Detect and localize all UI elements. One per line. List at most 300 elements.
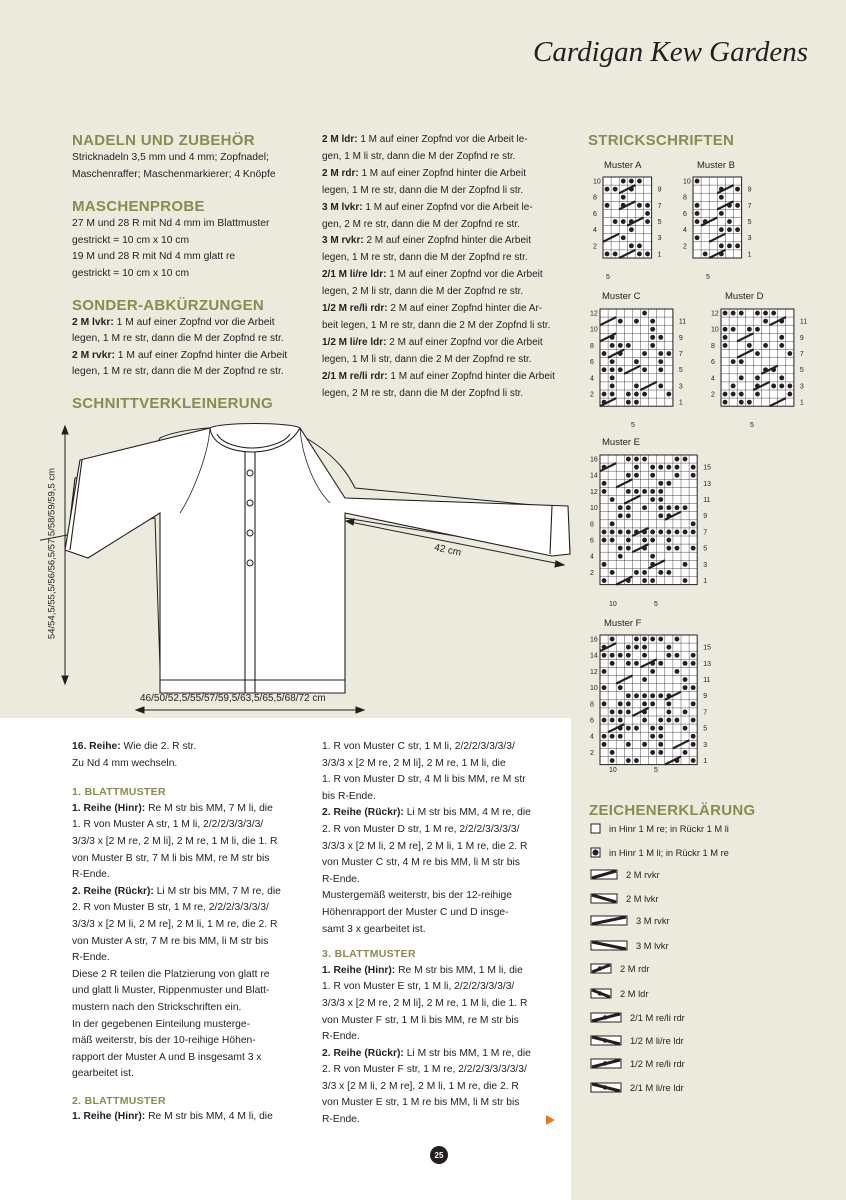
abbr-def: gen, 1 M li str, dann die M der Zopfnd re str. xyxy=(322,150,516,162)
muster-c-purl-dot xyxy=(634,319,639,324)
muster-f-purl-dot xyxy=(602,669,607,674)
instr-text: Höhenrapport der Muster C und D insge- xyxy=(322,906,509,918)
muster-f-purl-dot xyxy=(683,750,688,755)
muster-e-row-number: 1 xyxy=(703,577,708,585)
instr-text: Re M str bis MM, 4 M li, die xyxy=(145,1111,273,1123)
muster-a-purl-dot xyxy=(629,227,634,232)
muster-f-purl-dot xyxy=(658,750,663,755)
instr-text: 1. R von Muster A str, 1 M li, 2/2/2/3/3/3/3/ xyxy=(72,819,264,831)
muster-e-purl-dot xyxy=(610,530,615,535)
blatt2-text xyxy=(72,1109,312,1126)
blatt1-heading: 1. BLATTMUSTER xyxy=(72,786,166,799)
muster-c-row-number: 5 xyxy=(678,367,683,375)
instr-line xyxy=(72,1109,312,1126)
muster-f-purl-dot xyxy=(626,742,631,747)
abbr-term: 1/2 M li/re ldr: xyxy=(322,336,387,348)
muster-e-row-number: 7 xyxy=(703,529,708,537)
legend-symbol-icon xyxy=(590,1058,622,1069)
instr-text: von Muster E str, 1 M re bis MM, li M str bis xyxy=(322,1097,520,1109)
muster-f-row-number: 6 xyxy=(590,717,594,725)
instr-text: 1. R von Muster E str, 1 M li, 2/2/2/3/3/3/3/ xyxy=(322,981,515,993)
instr-line xyxy=(72,739,312,756)
muster-f-row-number: 1 xyxy=(703,757,708,765)
instr-line xyxy=(322,905,562,922)
instr-line xyxy=(322,1046,562,1063)
abbr-def: legen, 2 M re str, dann die M der Zopfnd li str. xyxy=(322,387,524,399)
instr-term: 1. Reihe (Hinr): xyxy=(72,1111,146,1123)
instr-text: Diese 2 R teilen die Platzierung von glatt re xyxy=(72,968,270,980)
muster-f-purl-dot xyxy=(642,742,647,747)
muster-d-purl-dot xyxy=(779,335,784,340)
abbr-term: 2/1 M re/li rdr: xyxy=(322,370,388,382)
muster-e-purl-dot xyxy=(626,489,631,494)
legend-symbol-icon xyxy=(590,940,628,951)
muster-c-purl-dot xyxy=(626,343,631,348)
legend-label: 3 M rvkr xyxy=(636,915,670,926)
muster-e-purl-dot xyxy=(642,457,647,462)
muster-f-purl-dot xyxy=(610,653,615,658)
instr-line xyxy=(322,1029,562,1046)
muster-e-purl-dot xyxy=(610,497,615,502)
instr-line xyxy=(72,900,312,917)
legend-label: 2 M lvkr xyxy=(626,893,659,904)
muster-e-purl-dot xyxy=(618,546,623,551)
muster-d-purl-dot xyxy=(731,392,736,397)
muster-f-purl-dot xyxy=(691,661,696,666)
instr-text: R-Ende. xyxy=(72,952,110,964)
muster-b-row-number: 6 xyxy=(683,210,687,218)
legend-label: in Hinr 1 M li; in Rückr 1 M re xyxy=(609,847,729,858)
instr-line xyxy=(72,1050,312,1067)
muster-b-row-number: 5 xyxy=(747,218,752,226)
instr-text: von Muster A str, 7 M re bis MM, li M str bis xyxy=(72,935,269,947)
muster-e-purl-dot xyxy=(602,489,607,494)
muster-d-row-number: 3 xyxy=(799,383,804,391)
abbr-def: 1 M auf einer Zopfnd vor die Arbeit le- xyxy=(362,201,533,213)
instr-line xyxy=(322,772,562,789)
muster-c-purl-dot xyxy=(658,351,663,356)
sleeve-label: 42 cm xyxy=(433,542,463,559)
abbr-def: 2 M auf einer Zopfnd hinter die Arbeit xyxy=(363,235,532,247)
muster-d-label: Muster D xyxy=(725,291,764,302)
muster-d-purl-dot xyxy=(771,311,776,316)
muster-d-purl-dot xyxy=(763,319,768,324)
muster-a-purl-dot xyxy=(605,203,610,208)
muster-c-purl-dot xyxy=(650,343,655,348)
instr-line xyxy=(72,967,312,984)
instr-text: rapport der Muster A und B insgesamt 3 x xyxy=(72,1051,262,1063)
muster-a-col-number: 5 xyxy=(606,274,610,281)
muster-f-row-number: 16 xyxy=(590,636,598,644)
muster-f-purl-dot xyxy=(642,693,647,698)
muster-e-purl-dot xyxy=(618,513,623,518)
abbr-term: 2 M rdr: xyxy=(322,167,359,179)
muster-f-purl-dot xyxy=(675,718,680,723)
muster-f-purl-dot xyxy=(650,750,655,755)
muster-e-purl-dot xyxy=(626,457,631,462)
muster-f-purl-dot xyxy=(602,742,607,747)
muster-c-purl-dot xyxy=(634,400,639,405)
muster-f-row-number: 10 xyxy=(590,685,598,693)
muster-d-row-number: 9 xyxy=(799,334,804,342)
muster-e-row-number: 2 xyxy=(590,569,594,577)
muster-a-row-number: 1 xyxy=(657,251,662,259)
instr-line xyxy=(322,1062,562,1079)
muster-b-purl-dot xyxy=(695,211,700,216)
muster-f-purl-dot xyxy=(650,637,655,642)
nadeln-line: Maschenraffer; Maschenmarkierer; 4 Knöpfe xyxy=(72,168,276,180)
muster-d-row-number: 6 xyxy=(711,359,715,367)
muster-e-purl-dot xyxy=(691,530,696,535)
instr-line xyxy=(322,888,562,905)
instr-text: 1. R von Muster C str, 1 M li, 2/2/2/3/3/3/3/ xyxy=(322,741,515,752)
muster-b-row-number: 2 xyxy=(683,243,687,251)
legend-symbol-icon xyxy=(590,915,628,926)
blatt1-text xyxy=(72,801,312,1083)
muster-c-purl-dot xyxy=(610,392,615,397)
muster-d-row-number: 10 xyxy=(711,326,719,334)
muster-f-purl-dot xyxy=(642,637,647,642)
muster-b-purl-dot xyxy=(695,179,700,184)
muster-d-purl-dot xyxy=(731,384,736,389)
muster-a-purl-dot xyxy=(637,179,642,184)
blatt3-text xyxy=(322,963,562,1129)
blatt2-heading: 2. BLATTMUSTER xyxy=(72,1094,166,1107)
muster-d-purl-dot xyxy=(755,375,760,380)
instructions-left xyxy=(72,739,312,1126)
muster-f-purl-dot xyxy=(626,661,631,666)
muster-f-row-number: 3 xyxy=(703,741,708,749)
muster-f-row-number: 12 xyxy=(590,668,598,676)
muster-e-row-number: 6 xyxy=(590,537,594,545)
muster-a-purl-dot xyxy=(645,211,650,216)
muster-c-row-number: 11 xyxy=(678,318,687,326)
muster-b-purl-dot xyxy=(727,243,732,248)
muster-f-purl-dot xyxy=(691,718,696,723)
instr-text: Wie die 2. R str. xyxy=(120,741,197,752)
muster-e-purl-dot xyxy=(683,578,688,583)
muster-c-row-number: 1 xyxy=(678,399,683,407)
instr-text: 2. R von Muster D str, 1 M re, 2/2/2/3/3/3/3/ xyxy=(322,823,520,835)
muster-f-purl-dot xyxy=(610,710,615,715)
muster-a-row-number: 8 xyxy=(593,194,597,202)
muster-d-purl-dot xyxy=(739,400,744,405)
muster-f-purl-dot xyxy=(691,653,696,658)
muster-d-row-number: 12 xyxy=(711,310,719,318)
muster-d-purl-dot xyxy=(739,375,744,380)
abbr-def: legen, 2 M li str, dann die M der Zopfnd re str. xyxy=(322,286,524,298)
muster-e-purl-dot xyxy=(658,489,663,494)
muster-b-row-number: 3 xyxy=(747,235,752,243)
muster-e-purl-dot xyxy=(650,473,655,478)
muster-d-purl-dot xyxy=(723,311,728,316)
muster-e-row-number: 4 xyxy=(590,553,594,561)
abbr-def: legen, 1 M re str, dann die M der Zopfnd re str. xyxy=(322,252,528,264)
muster-c-purl-dot xyxy=(642,351,647,356)
muster-e-row-number: 3 xyxy=(703,561,708,569)
muster-f-purl-dot xyxy=(675,669,680,674)
instr-line xyxy=(322,855,562,872)
muster-e-purl-dot xyxy=(602,530,607,535)
muster-f-purl-dot xyxy=(634,661,639,666)
instr-text: Li M str bis MM, 4 M re, die xyxy=(403,807,531,819)
muster-d-purl-dot xyxy=(723,392,728,397)
muster-f-purl-dot xyxy=(602,718,607,723)
muster-c-purl-dot xyxy=(610,359,615,364)
instr-line xyxy=(72,834,312,851)
muster-d-purl-dot xyxy=(763,311,768,316)
muster-b-row-number: 1 xyxy=(747,251,752,259)
legend-row xyxy=(590,847,729,858)
muster-e-purl-dot xyxy=(618,554,623,559)
muster-e-purl-dot xyxy=(634,489,639,494)
muster-f-purl-dot xyxy=(618,718,623,723)
sonder-heading: SONDER-ABKÜRZUNGEN xyxy=(72,296,265,314)
instr-term: 2. Reihe (Rückr): xyxy=(72,885,154,897)
muster-e-purl-dot xyxy=(634,473,639,478)
instr-text: 3/3/3 x [2 M re, 2 M li], 2 M re, 1 M li, die 1. R xyxy=(322,997,528,1009)
blatt2-continued xyxy=(322,739,562,938)
height-label: 54/54,5/55,5/56/56,5/57,5/58/59/59,5 cm xyxy=(46,467,58,640)
instr-term: 2. Reihe (Rückr): xyxy=(322,1047,404,1059)
muster-e-purl-dot xyxy=(650,497,655,502)
muster-e-purl-dot xyxy=(610,538,615,543)
muster-a-purl-dot xyxy=(629,179,634,184)
muster-d-purl-dot xyxy=(755,311,760,316)
instr-line xyxy=(72,917,312,934)
muster-a-purl-dot xyxy=(613,252,618,257)
muster-f-purl-dot xyxy=(626,645,631,650)
instr-line xyxy=(322,979,562,996)
muster-e-purl-dot xyxy=(618,530,623,535)
legend-row xyxy=(590,869,660,880)
instr-text: 2. R von Muster B str, 1 M re, 2/2/2/3/3/3/3/ xyxy=(72,902,269,914)
instr-text: Li M str bis MM, 7 M re, die xyxy=(153,885,281,897)
muster-e-purl-dot xyxy=(683,562,688,567)
muster-f-purl-dot xyxy=(666,645,671,650)
nadeln-heading: NADELN UND ZUBEHÖR xyxy=(72,132,255,149)
muster-b-purl-dot xyxy=(735,227,740,232)
instr-line xyxy=(322,839,562,856)
muster-b-purl-dot xyxy=(735,187,740,192)
instr-text: 1. R von Muster D str, 4 M li bis MM, re M str xyxy=(322,774,526,786)
muster-d-purl-dot xyxy=(739,392,744,397)
muster-f-purl-dot xyxy=(691,734,696,739)
abbr-def: 1 M auf einer Zopfnd hinter die Arbeit xyxy=(387,370,555,382)
muster-b-label: Muster B xyxy=(697,160,736,171)
muster-c-purl-dot xyxy=(618,367,623,372)
muster-d-purl-dot xyxy=(755,351,760,356)
muster-c-purl-dot xyxy=(642,392,647,397)
muster-c-row-number: 3 xyxy=(678,383,683,391)
instr-text: Li M str bis MM, 1 M re, die xyxy=(403,1047,531,1059)
instr-text: 2. R von Muster F str, 1 M re, 2/2/2/3/3/3/3/3/ xyxy=(322,1064,527,1076)
muster-c-label: Muster C xyxy=(602,291,641,302)
abbr-def: 2 M auf einer Zopfnd hinter die Ar- xyxy=(387,303,543,315)
muster-c-purl-dot xyxy=(618,343,623,348)
legend-symbol-icon xyxy=(590,893,618,904)
muster-e-purl-dot xyxy=(691,465,696,470)
legend-symbol-icon xyxy=(590,988,612,999)
muster-f-row-number: 8 xyxy=(590,701,594,709)
muster-f-purl-dot xyxy=(626,693,631,698)
muster-f-purl-dot xyxy=(691,742,696,747)
muster-f-purl-dot xyxy=(658,637,663,642)
instr-text: In der gegebenen Einteilung musterge- xyxy=(72,1018,251,1030)
muster-f-row-number: 15 xyxy=(703,644,711,652)
muster-e-purl-dot xyxy=(626,473,631,478)
muster-c-purl-dot xyxy=(610,343,615,348)
muster-e-purl-dot xyxy=(650,554,655,559)
muster-c-purl-dot xyxy=(610,367,615,372)
muster-e-label: Muster E xyxy=(602,437,641,448)
instr-text: 3/3/3 x [2 M li, 2 M re], 2 M li, 1 M re, die 2. R xyxy=(322,840,528,852)
legend-row xyxy=(590,940,669,951)
muster-e-purl-dot xyxy=(675,546,680,551)
muster-d-purl-dot xyxy=(747,327,752,332)
muster-c-purl-dot xyxy=(626,400,631,405)
instr-term: 16. Reihe: xyxy=(72,741,121,752)
muster-e-purl-dot xyxy=(610,570,615,575)
abbr-def: 1 M auf einer Zopfnd vor die Arbeit xyxy=(386,269,543,281)
page-number: 25 xyxy=(430,1146,448,1164)
sonder-def: 1 M auf einer Zopfnd vor die Arbeit xyxy=(113,316,275,328)
muster-e-purl-dot xyxy=(642,538,647,543)
muster-f-purl-dot xyxy=(642,677,647,682)
muster-e-purl-dot xyxy=(602,562,607,567)
muster-d-purl-dot xyxy=(747,400,752,405)
muster-a-purl-dot xyxy=(605,252,610,257)
muster-f-purl-dot xyxy=(610,718,615,723)
muster-e-purl-dot xyxy=(658,530,663,535)
next-page-arrow-icon xyxy=(546,1115,555,1125)
muster-a-row-number: 2 xyxy=(593,243,597,251)
muster-e-col-number: 5 xyxy=(654,601,658,608)
muster-e-purl-dot xyxy=(634,570,639,575)
muster-c-purl-dot xyxy=(642,311,647,316)
muster-e-purl-dot xyxy=(618,505,623,510)
muster-e-purl-dot xyxy=(626,538,631,543)
muster-a-purl-dot xyxy=(645,219,650,224)
instr-line xyxy=(322,922,562,939)
maschenprobe-heading: MASCHENPROBE xyxy=(72,198,205,216)
muster-f-purl-dot xyxy=(666,718,671,723)
instr-text: bis R-Ende. xyxy=(322,790,376,802)
muster-e-purl-dot xyxy=(683,457,688,462)
muster-e-purl-dot xyxy=(634,457,639,462)
instr-text: R-Ende. xyxy=(322,1114,360,1126)
legend-row xyxy=(590,988,648,999)
abbr-def: legen, 1 M li str, dann die 2 M der Zopfnd re str. xyxy=(322,353,532,365)
legend-row xyxy=(590,915,670,926)
legend-symbol-icon xyxy=(590,963,612,974)
muster-c-purl-dot xyxy=(650,335,655,340)
abbr-term: 3 M rvkr: xyxy=(322,235,364,247)
strickschriften-heading: STRICKSCHRIFTEN xyxy=(588,132,735,149)
muster-c-purl-dot xyxy=(634,392,639,397)
muster-f-purl-dot xyxy=(634,693,639,698)
legend-label: 1/2 M li/re ldr xyxy=(630,1035,684,1046)
muster-d-purl-dot xyxy=(787,351,792,356)
muster-e-purl-dot xyxy=(675,457,680,462)
muster-d-purl-dot xyxy=(755,392,760,397)
instr-text: und glatt li Muster, Rippenmuster und Blatt- xyxy=(72,985,270,997)
muster-e-purl-dot xyxy=(666,546,671,551)
muster-f-purl-dot xyxy=(610,750,615,755)
muster-f-row-number: 2 xyxy=(590,749,594,757)
muster-a-purl-dot xyxy=(613,219,618,224)
muster-b-row-number: 7 xyxy=(747,202,752,210)
muster-d-row-number: 8 xyxy=(711,342,715,350)
instr-line xyxy=(72,867,312,884)
muster-f-purl-dot xyxy=(691,758,696,763)
instr-line xyxy=(72,1066,312,1083)
muster-f-purl-dot xyxy=(683,710,688,715)
muster-d-purl-dot xyxy=(779,375,784,380)
muster-e-purl-dot xyxy=(675,473,680,478)
muster-b-row-number: 9 xyxy=(747,186,752,194)
muster-e-purl-dot xyxy=(626,505,631,510)
muster-e-purl-dot xyxy=(634,465,639,470)
muster-d-purl-dot xyxy=(787,384,792,389)
muster-e-purl-dot xyxy=(650,489,655,494)
muster-e-row-number: 15 xyxy=(703,464,711,472)
muster-f-purl-dot xyxy=(675,637,680,642)
muster-a-row-number: 6 xyxy=(593,210,597,218)
muster-e-purl-dot xyxy=(650,578,655,583)
muster-e-purl-dot xyxy=(683,505,688,510)
legend-label: 2 M rdr xyxy=(620,963,650,974)
muster-f-purl-dot xyxy=(650,669,655,674)
legend-row xyxy=(590,963,649,974)
muster-f-purl-dot xyxy=(634,726,639,731)
muster-c-row-number: 12 xyxy=(590,310,598,318)
muster-b-purl-dot xyxy=(727,227,732,232)
muster-f-row-number: 9 xyxy=(703,693,708,701)
instr-term: 2. Reihe (Rückr): xyxy=(322,807,404,819)
muster-f-purl-dot xyxy=(666,701,671,706)
muster-f-row-number: 13 xyxy=(703,660,711,668)
muster-a-row-number: 3 xyxy=(657,235,662,243)
legend-row xyxy=(590,893,659,904)
muster-a-purl-dot xyxy=(645,252,650,257)
abbr-def: 1 M auf einer Zopfnd vor die Arbeit le- xyxy=(357,134,528,145)
legend-symbol-icon xyxy=(590,823,601,834)
abbr-def: 2 M auf einer Zopfnd vor die Arbeit xyxy=(386,336,543,348)
muster-e-purl-dot xyxy=(666,505,671,510)
muster-d-purl-dot xyxy=(779,384,784,389)
muster-b-purl-dot xyxy=(695,219,700,224)
muster-d-row-number: 11 xyxy=(799,318,808,326)
muster-d-purl-dot xyxy=(723,335,728,340)
sonder-def: 1 M auf einer Zopfnd hinter die Arbeit xyxy=(114,349,288,361)
muster-b-purl-dot xyxy=(719,211,724,216)
muster-b-col-number: 5 xyxy=(706,274,710,281)
muster-e-purl-dot xyxy=(683,530,688,535)
muster-e-purl-dot xyxy=(691,521,696,526)
muster-f-purl-dot xyxy=(634,637,639,642)
muster-f-purl-dot xyxy=(650,701,655,706)
page-title: Cardigan Kew Gardens xyxy=(533,36,808,68)
legend-symbol-icon xyxy=(590,1035,622,1046)
muster-d-purl-dot xyxy=(747,343,752,348)
muster-a-purl-dot xyxy=(621,219,626,224)
zeichen-heading: ZEICHENERKLÄRUNG xyxy=(589,802,756,819)
instr-text: mäß weiterstr, bis der 10-reihige Höhen- xyxy=(72,1035,256,1047)
muster-b-purl-dot xyxy=(703,252,708,257)
muster-f-row-number: 14 xyxy=(590,652,598,660)
muster-c-purl-dot xyxy=(658,384,663,389)
